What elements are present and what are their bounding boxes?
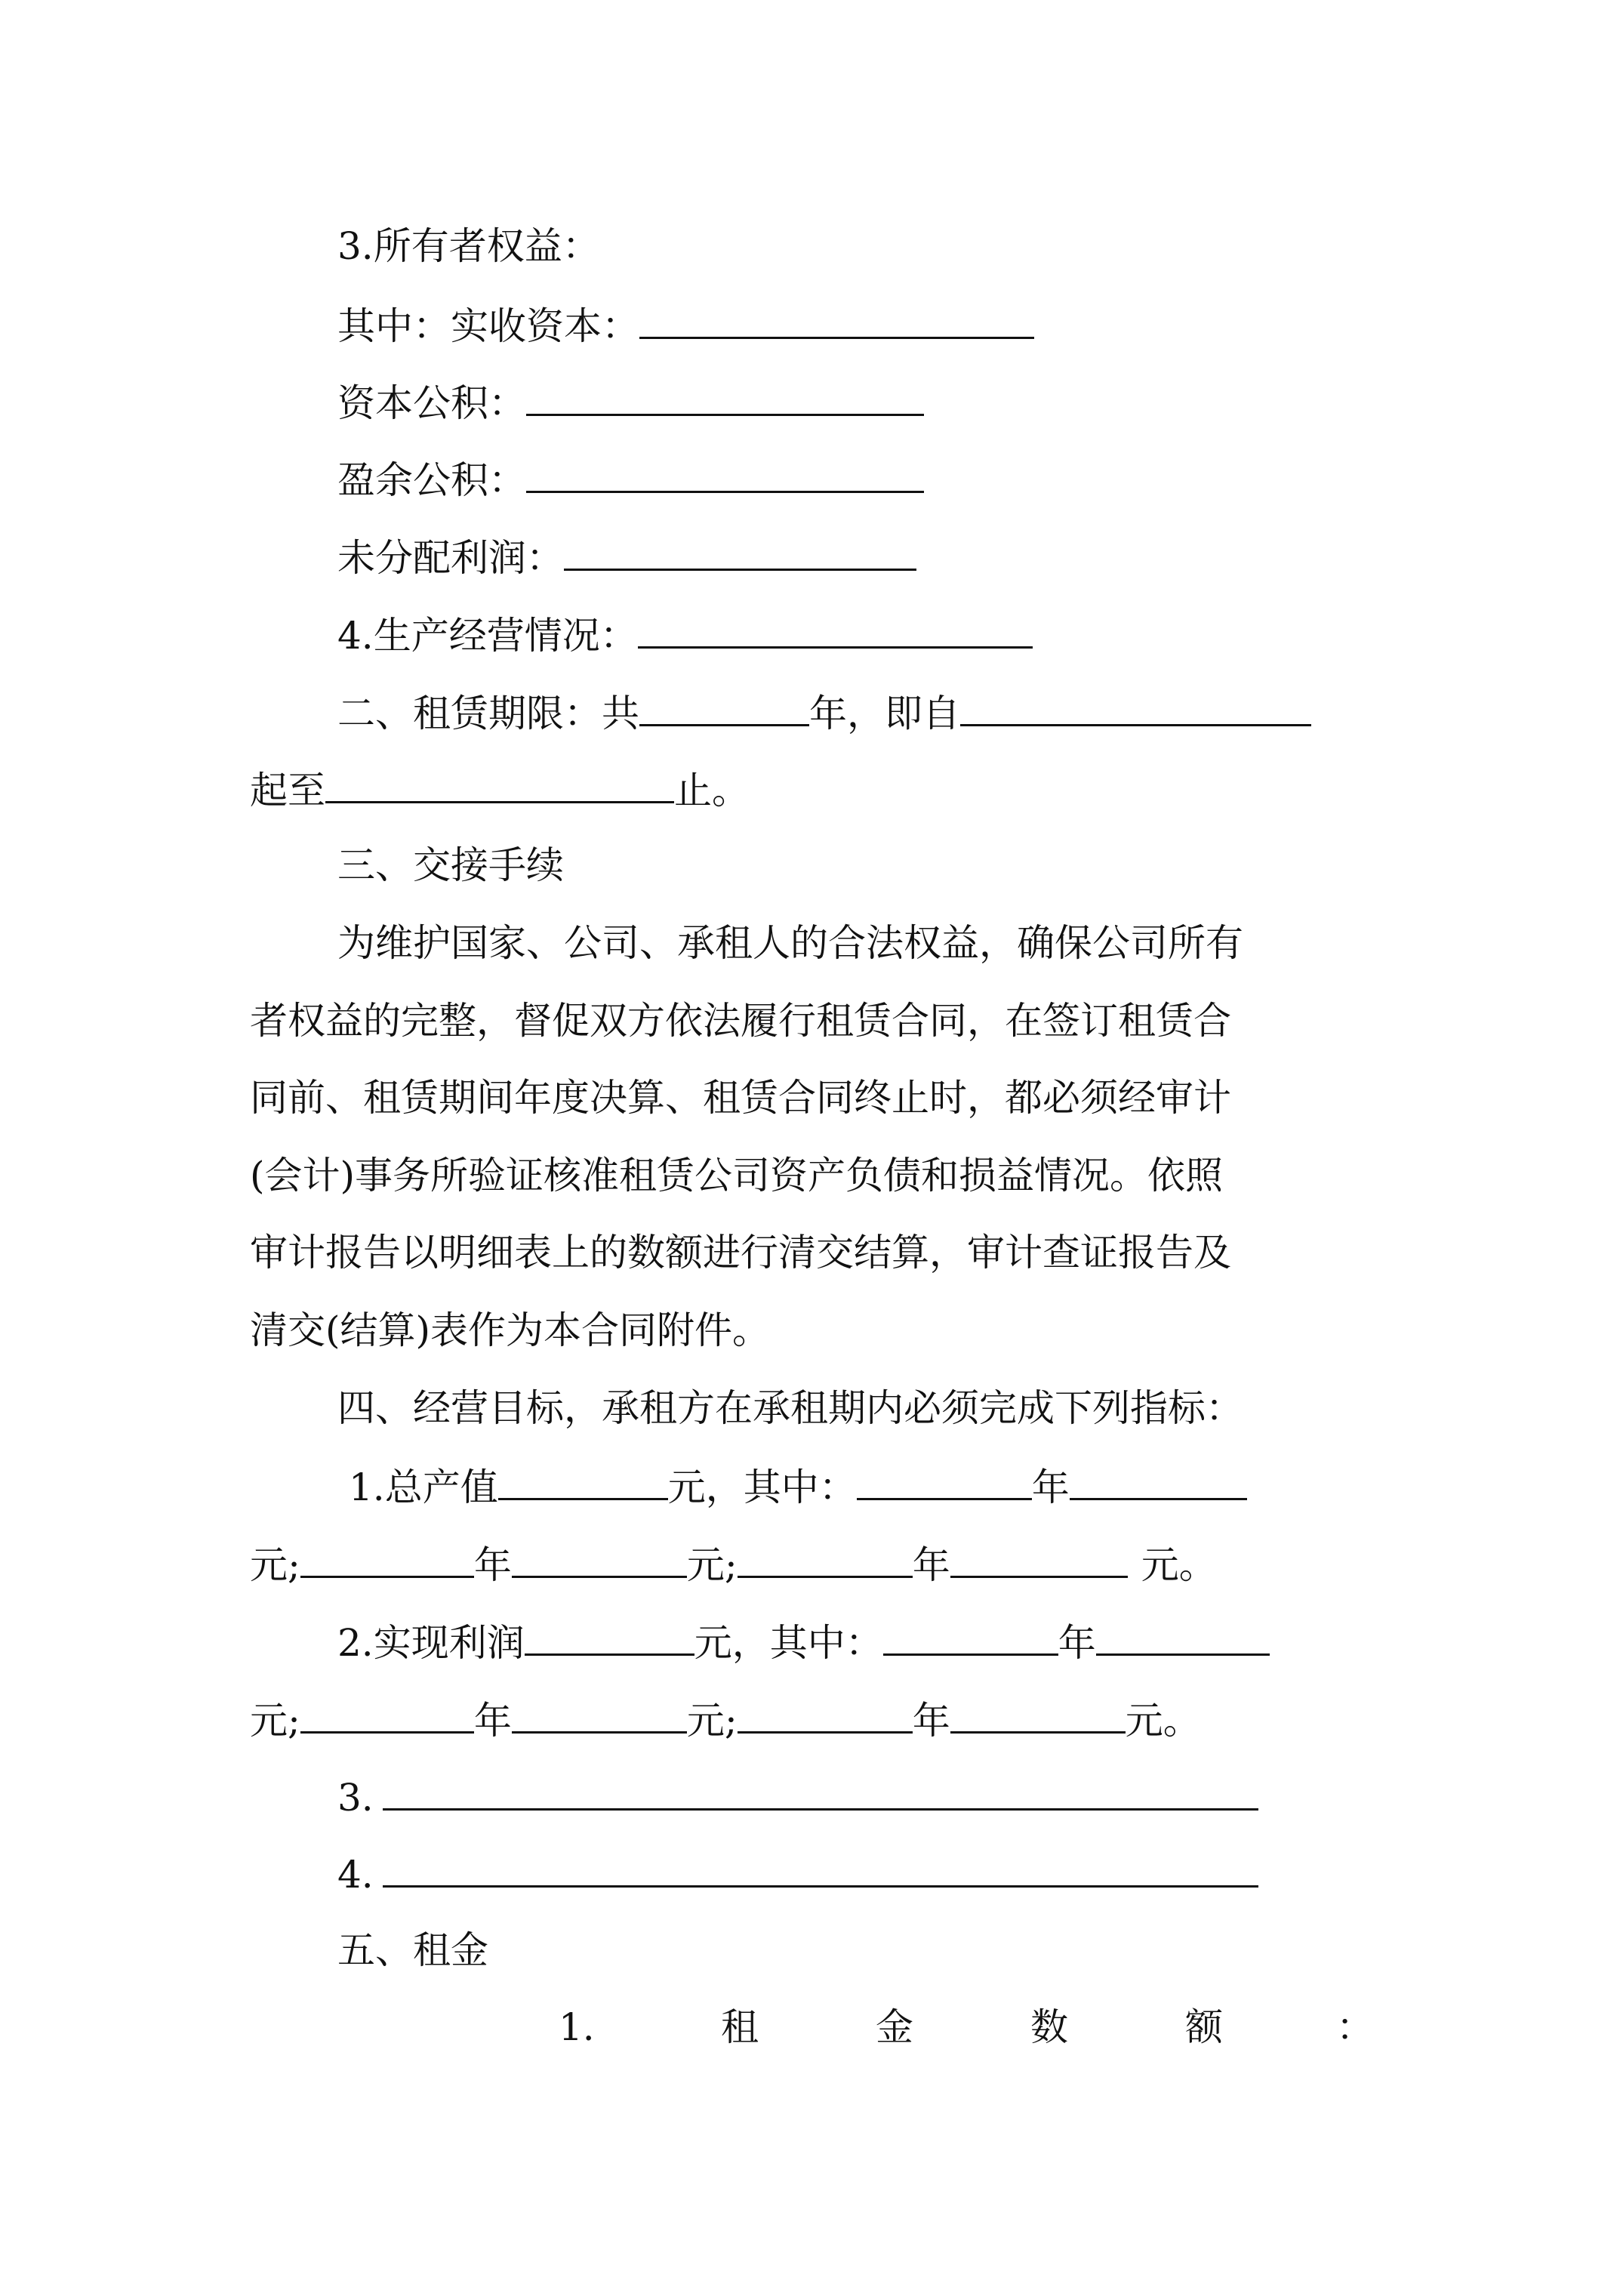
- lease-end-label: 起至: [250, 769, 325, 812]
- yuan-label: 元;: [686, 1699, 738, 1743]
- handover-heading: 三、交接手续: [337, 843, 564, 887]
- handover-paragraph-line: 者权益的完整，督促双方依法履行租赁合同，在签订租赁合: [250, 999, 1231, 1043]
- paid-in-capital-label: 其中：实收资本：: [337, 304, 639, 348]
- production-status-label: 4.生产经营情况：: [337, 614, 638, 658]
- paid-in-capital-line: [337, 304, 1034, 348]
- lease-term-line: [337, 692, 1311, 735]
- profit-blank[interactable]: [525, 1622, 694, 1656]
- undistributed-profit-blank[interactable]: [564, 537, 916, 571]
- amount-blank[interactable]: [512, 1544, 687, 1578]
- year-label: 年: [473, 1699, 512, 1743]
- paid-in-capital-blank[interactable]: [639, 305, 1034, 339]
- profit-line: [337, 1621, 1270, 1665]
- yuan-label: 元;: [250, 1543, 300, 1587]
- handover-paragraph-line: 同前、租赁期间年度决算、租赁合同终止时，都必须经审计: [250, 1076, 1231, 1120]
- capital-reserve-blank[interactable]: [526, 382, 924, 416]
- rent-amount-number: 1.: [559, 2005, 595, 2049]
- surplus-reserve-line: [337, 458, 924, 502]
- lease-term-label: 二、租赁期限：共: [337, 692, 639, 735]
- year-label: 年: [473, 1543, 512, 1587]
- lease-years-blank[interactable]: [639, 692, 809, 726]
- amount-blank[interactable]: [950, 1700, 1126, 1734]
- equity-heading: 3.所有者权益：: [337, 224, 600, 268]
- production-status-blank[interactable]: [638, 615, 1033, 649]
- yuan-label: 元。: [1125, 1699, 1201, 1743]
- rent-amount-char: 数: [1030, 2005, 1068, 2049]
- profit-breakdown-line: [250, 1699, 1201, 1743]
- profit-of-which: 元，其中：: [694, 1621, 883, 1665]
- profit-label: 2.实现利润: [337, 1621, 525, 1665]
- production-status-line: [337, 614, 1033, 658]
- year-blank[interactable]: [738, 1544, 913, 1578]
- handover-paragraph-line: 清交(结算)表作为本合同附件。: [250, 1308, 771, 1352]
- amount-blank[interactable]: [950, 1544, 1128, 1578]
- rent-amount-char: 租: [721, 2005, 759, 2049]
- target-3-blank[interactable]: [383, 1777, 1258, 1811]
- business-targets-heading: 四、经营目标，承租方在承租期内必须完成下列指标：: [337, 1386, 1243, 1430]
- capital-reserve-label: 资本公积：: [337, 381, 526, 425]
- target-4-number: 4.: [337, 1853, 374, 1897]
- profit-amount-blank[interactable]: [1096, 1622, 1270, 1656]
- handover-paragraph-line: 审计报告以明细表上的数额进行清交结算，审计查证报告及: [250, 1231, 1231, 1274]
- undistributed-profit-line: [337, 536, 916, 580]
- total-output-amount-blank[interactable]: [1070, 1466, 1247, 1500]
- target-3-number: 3.: [337, 1776, 374, 1820]
- surplus-reserve-blank[interactable]: [526, 459, 924, 493]
- target-4-blank[interactable]: [383, 1854, 1258, 1888]
- total-output-breakdown-line: [250, 1543, 1217, 1587]
- target-4-line: [337, 1853, 1258, 1897]
- lease-end-suffix: 止。: [674, 769, 750, 812]
- total-output-line: [349, 1465, 1247, 1509]
- amount-blank[interactable]: [512, 1700, 687, 1734]
- total-output-blank[interactable]: [498, 1466, 668, 1500]
- yuan-label: 元。: [1141, 1543, 1217, 1587]
- year-label: 年: [1058, 1621, 1096, 1665]
- undistributed-profit-label: 未分配利润：: [337, 536, 564, 580]
- year-label: 年: [1031, 1465, 1070, 1509]
- year-blank[interactable]: [300, 1700, 474, 1734]
- rent-amount-char: 额: [1185, 2005, 1223, 2049]
- total-output-label: 1.总产值: [349, 1465, 498, 1509]
- total-output-year-blank[interactable]: [857, 1466, 1032, 1500]
- lease-end-blank[interactable]: [325, 769, 674, 803]
- rent-amount-colon: ：: [1336, 2005, 1374, 2049]
- year-label: 年: [912, 1699, 950, 1743]
- handover-paragraph-line: (会计)事务所验证核准租赁公司资产负债和损益情况。依照: [250, 1154, 1224, 1197]
- profit-year-blank[interactable]: [883, 1622, 1058, 1656]
- year-blank[interactable]: [300, 1544, 474, 1578]
- yuan-label: 元;: [686, 1543, 738, 1587]
- handover-paragraph-line: 为维护国家、公司、承租人的合法权益，确保公司所有: [337, 921, 1243, 965]
- rent-amount-char: 金: [876, 2005, 913, 2049]
- surplus-reserve-label: 盈余公积：: [337, 458, 526, 502]
- total-output-of-which: 元，其中：: [667, 1465, 857, 1509]
- lease-start-blank[interactable]: [960, 692, 1311, 726]
- capital-reserve-line: [337, 381, 924, 425]
- rent-heading: 五、租金: [337, 1928, 488, 1972]
- target-3-line: [337, 1776, 1258, 1820]
- lease-from-label: 年，即自: [809, 692, 960, 735]
- year-blank[interactable]: [738, 1700, 913, 1734]
- lease-end-line: [250, 769, 750, 812]
- yuan-label: 元;: [250, 1699, 300, 1743]
- year-label: 年: [912, 1543, 950, 1587]
